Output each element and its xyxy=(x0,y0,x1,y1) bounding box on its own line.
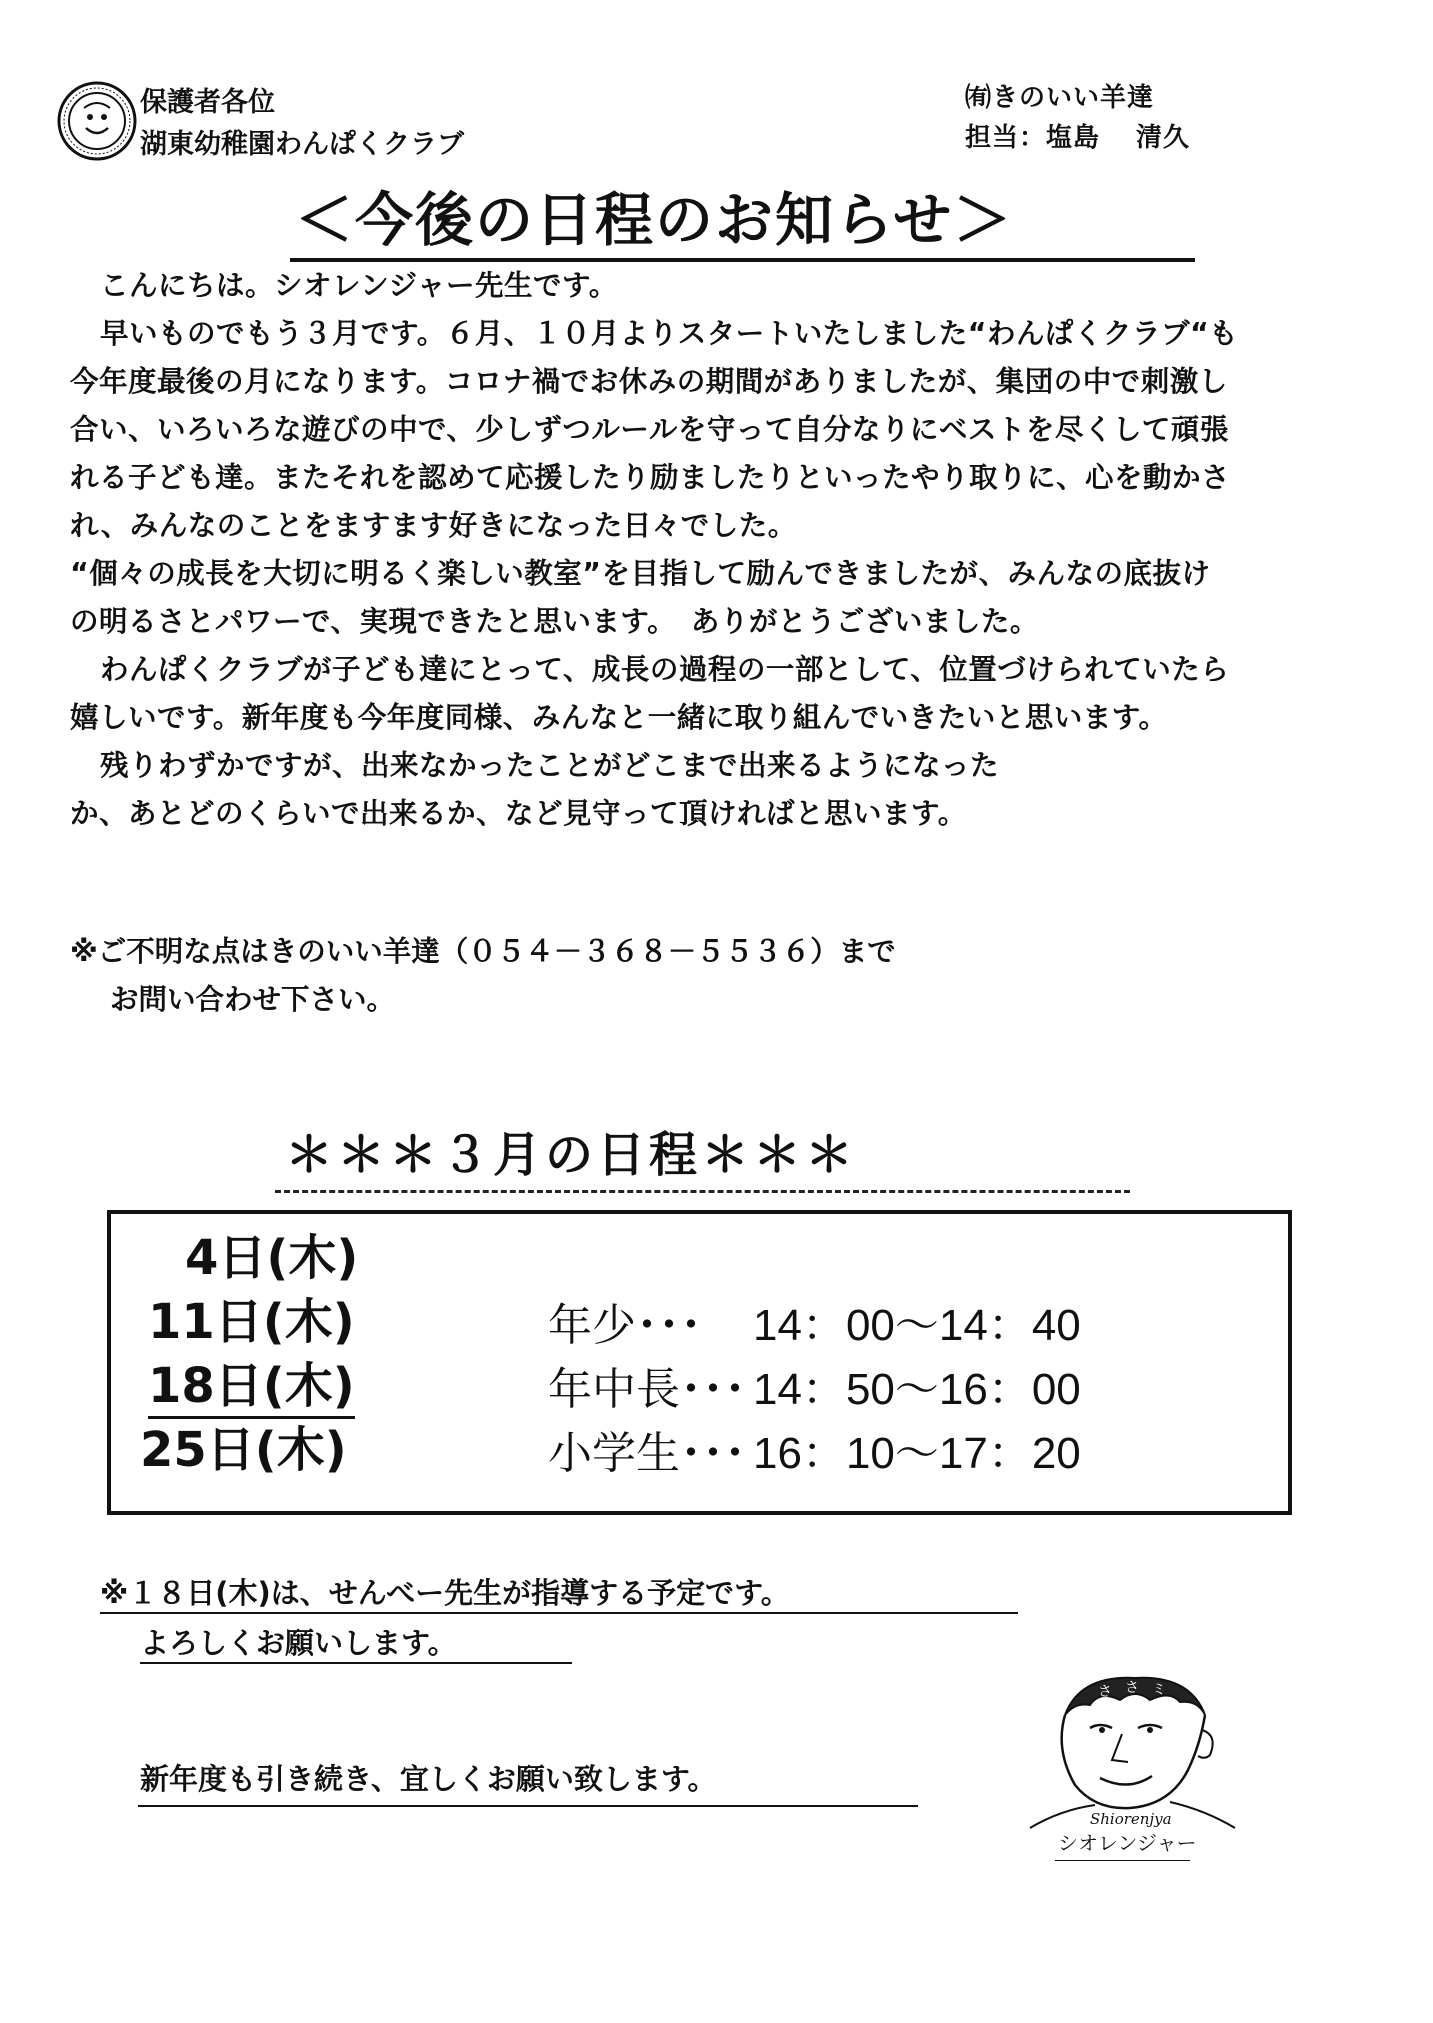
time-range: 16：10～17：20 xyxy=(753,1429,1081,1478)
body-line: “個々の成長を大切に明るく楽しい教室”を目指して励んできましたが、みんなの底抜け xyxy=(70,557,1211,590)
recipient-line-2: 湖東幼稚園わんぱくクラブ xyxy=(140,129,464,160)
page-title: ＜今後の日程のお知らせ＞ xyxy=(295,186,1014,254)
svg-text:ミ: ミ xyxy=(1152,1682,1166,1698)
footnote-underline xyxy=(100,1612,1018,1614)
schedule-heading-rule xyxy=(275,1190,1130,1193)
schedule-time-row xyxy=(548,1360,1081,1420)
sender-block xyxy=(965,78,1190,158)
kindergarten-seal-icon xyxy=(56,80,138,162)
body-line: わんぱくクラブが子ども達にとって、成長の過程の一部として、位置づけられていたら xyxy=(100,653,1230,686)
body-line: の明るさとパワーで、実現できたと思います。 ありがとうございました。 xyxy=(70,605,1039,638)
character-caption-underline xyxy=(1055,1860,1190,1861)
schedule-date: 4日(木) xyxy=(185,1230,359,1286)
body-line: 早いものでもう３月です。６月、１０月よりスタートいたしました“わんぱくクラブ“も xyxy=(100,317,1239,350)
schedule-heading: ＊＊＊３月の日程＊＊＊ xyxy=(285,1127,858,1183)
footnote-underline xyxy=(140,1662,572,1664)
contact-line-2: お問い合わせ下さい。 xyxy=(110,983,396,1016)
shiorenger-face-icon xyxy=(1020,1660,1240,1830)
contact-note xyxy=(70,928,896,1024)
svg-text:さ: さ xyxy=(1098,1684,1112,1700)
body-line: れる子ども達。またそれを認めて応援したり励ましたりといったやり取りに、心を動かさ xyxy=(70,461,1231,494)
sender-company: ㈲きのいい羊達 xyxy=(965,83,1155,113)
recipient-block xyxy=(140,82,464,166)
contact-line-1: ※ご不明な点はきのいい羊達（０５４－３６８－５５３６）まで xyxy=(70,935,896,968)
body-line: か、あとどのくらいで出来るか、など見守って頂ければと思います。 xyxy=(70,797,967,830)
recipient-line-1: 保護者各位 xyxy=(140,87,275,118)
time-group-label: 年中長･･･ xyxy=(548,1365,746,1414)
schedule-time-row xyxy=(548,1424,1081,1484)
sender-person xyxy=(965,118,1190,158)
body-line: 残りわずかですが、出来なかったことがどこまで出来るようになった xyxy=(100,749,1000,782)
body-line: 合い、いろいろな遊びの中で、少しずつルールを守って自分なりにベストを尽くして頑張 xyxy=(70,413,1229,446)
schedule-date: 25日(木) xyxy=(140,1422,347,1478)
closing-underline xyxy=(138,1805,918,1807)
schedule-date-highlight: 18日(木) xyxy=(148,1356,355,1419)
time-group-label: 小学生･･･ xyxy=(548,1429,746,1478)
schedule-time-row xyxy=(548,1296,1081,1356)
schedule-date: 11日(木) xyxy=(148,1294,355,1350)
svg-text:さ: さ xyxy=(1125,1680,1139,1696)
footnote-line-2: よろしくお願いします。 xyxy=(140,1626,457,1660)
closing-message: 新年度も引き続き、宜しくお願い致します。 xyxy=(140,1762,717,1796)
footnote xyxy=(100,1568,790,1668)
time-range: 14：50～16：00 xyxy=(753,1365,1081,1414)
signature: Shiorenjya xyxy=(1090,1810,1172,1828)
body-text xyxy=(70,262,1320,838)
footnote-line-1: ※１８日(木)は、せんべー先生が指導する予定です。 xyxy=(100,1576,790,1610)
time-group-label: 年少･･･ xyxy=(548,1301,702,1350)
sender-person-label: 担当：塩島 xyxy=(965,123,1101,153)
character-caption: シオレンジャー xyxy=(1058,1831,1197,1855)
body-line: 今年度最後の月になります。コロナ禍でお休みの期間がありましたが、集団の中で刺激し xyxy=(70,365,1228,398)
sender-person-name: 清久 xyxy=(1136,123,1191,153)
body-line: こんにちは。シオレンジャー先生です。 xyxy=(100,269,618,302)
body-line: 嬉しいです。新年度も今年度同様、みんなと一緒に取り組んでいきたいと思います。 xyxy=(70,701,1168,734)
time-range: 14：00～14：40 xyxy=(753,1301,1081,1350)
body-line: れ、みんなのことをますます好きになった日々でした。 xyxy=(70,509,797,542)
